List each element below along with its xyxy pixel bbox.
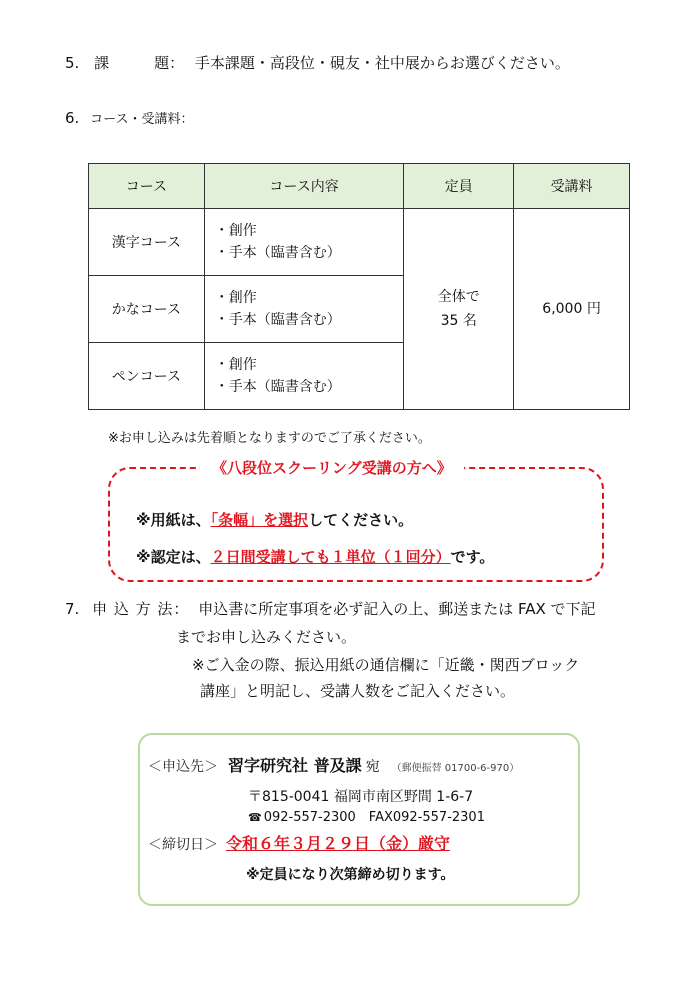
header-course: コース — [89, 164, 205, 209]
contact-suffix: 宛 — [365, 759, 380, 775]
course-name: ペンコース — [89, 343, 205, 410]
section-7-label: 申 込 方 法： — [92, 600, 190, 618]
course-item: ・創作 — [214, 223, 257, 239]
first-come-note: ※お申し込みは先着順となりますのでご了承ください。 — [108, 431, 431, 446]
section-7-line2: までお申し込みください。 — [176, 628, 357, 646]
deadline-row — [148, 831, 450, 854]
course-detail — [204, 276, 404, 343]
contact-address: 〒815-0041 福岡市南区野間 1-6-7 — [248, 789, 474, 805]
header-content: コース内容 — [204, 164, 404, 209]
capacity-close-note: ※定員になり次第締め切ります。 — [246, 867, 455, 883]
course-item: ・創作 — [214, 290, 257, 306]
section-5-number: 5. — [65, 54, 80, 72]
hachidan-line-paper — [136, 509, 413, 530]
course-detail — [204, 343, 404, 410]
header-fee: 受講料 — [514, 164, 630, 209]
contact-phone: 092-557-2300 FAX092-557-2301 — [263, 810, 485, 825]
contact-phone-row — [248, 806, 485, 825]
section-6-label: コース・受講料： — [90, 112, 194, 127]
course-table — [88, 163, 630, 410]
course-item: ・手本（臨書含む） — [214, 245, 341, 261]
capacity-cell — [404, 209, 514, 410]
hachidan-line2-highlight: ２日間受講しても１単位（１回分） — [210, 548, 451, 566]
section-7-number: 7. — [65, 600, 80, 618]
contact-to-label: ＜申込先＞ — [148, 759, 218, 775]
postal-transfer: （郵便振替 01700-6-970） — [391, 763, 520, 774]
capacity-line: 全体で — [437, 289, 480, 305]
section-7-line3: ※ご入金の際、振込用紙の通信欄に「近畿・関西ブロック — [192, 656, 580, 674]
course-item: ・創作 — [214, 357, 257, 373]
section-6-number: 6. — [65, 109, 80, 127]
table-row — [89, 209, 630, 276]
contact-to-row — [148, 753, 519, 776]
fee-cell: 6,000 円 — [514, 209, 630, 410]
section-7-line1: 申込書に所定事項を必ず記入の上、郵送または FAX で下記 — [198, 600, 596, 618]
header-capacity: 定員 — [404, 164, 514, 209]
contact-org: 習字研究社 普及課 — [228, 756, 362, 775]
course-item: ・手本（臨書含む） — [214, 312, 341, 328]
course-name: 漢字コース — [89, 209, 205, 276]
hachidan-line1-pre: ※用紙は、 — [136, 511, 211, 529]
deadline-label: ＜締切日＞ — [148, 837, 218, 853]
hachidan-line1-highlight: 「条幅」を選択 — [210, 511, 309, 529]
deadline-date: 令和６年３月２９日（金）厳守 — [226, 834, 451, 853]
course-name: かなコース — [89, 276, 205, 343]
course-item: ・手本（臨書含む） — [214, 379, 341, 395]
hachidan-line2-post: です。 — [450, 548, 495, 566]
hachidan-line-certification — [136, 546, 494, 567]
section-6 — [65, 108, 193, 127]
hachidan-notice-title: 《八段位スクーリング受講の方へ》 — [200, 457, 464, 478]
hachidan-line1-post: してください。 — [308, 511, 414, 529]
section-5-text: 手本課題・高段位・硯友・社中展からお選びください。 — [194, 54, 570, 72]
section-7-line4: 講座」と明記し、受講人数をご記入ください。 — [200, 682, 516, 700]
section-5-label: 課 題： — [94, 54, 185, 72]
capacity-line: 35 名 — [440, 313, 477, 329]
course-detail — [204, 209, 404, 276]
hachidan-line2-pre: ※認定は、 — [136, 548, 211, 566]
section-5 — [65, 52, 570, 73]
section-7 — [65, 598, 596, 619]
phone-icon: ☎ — [248, 811, 262, 824]
table-header-row — [89, 164, 630, 209]
